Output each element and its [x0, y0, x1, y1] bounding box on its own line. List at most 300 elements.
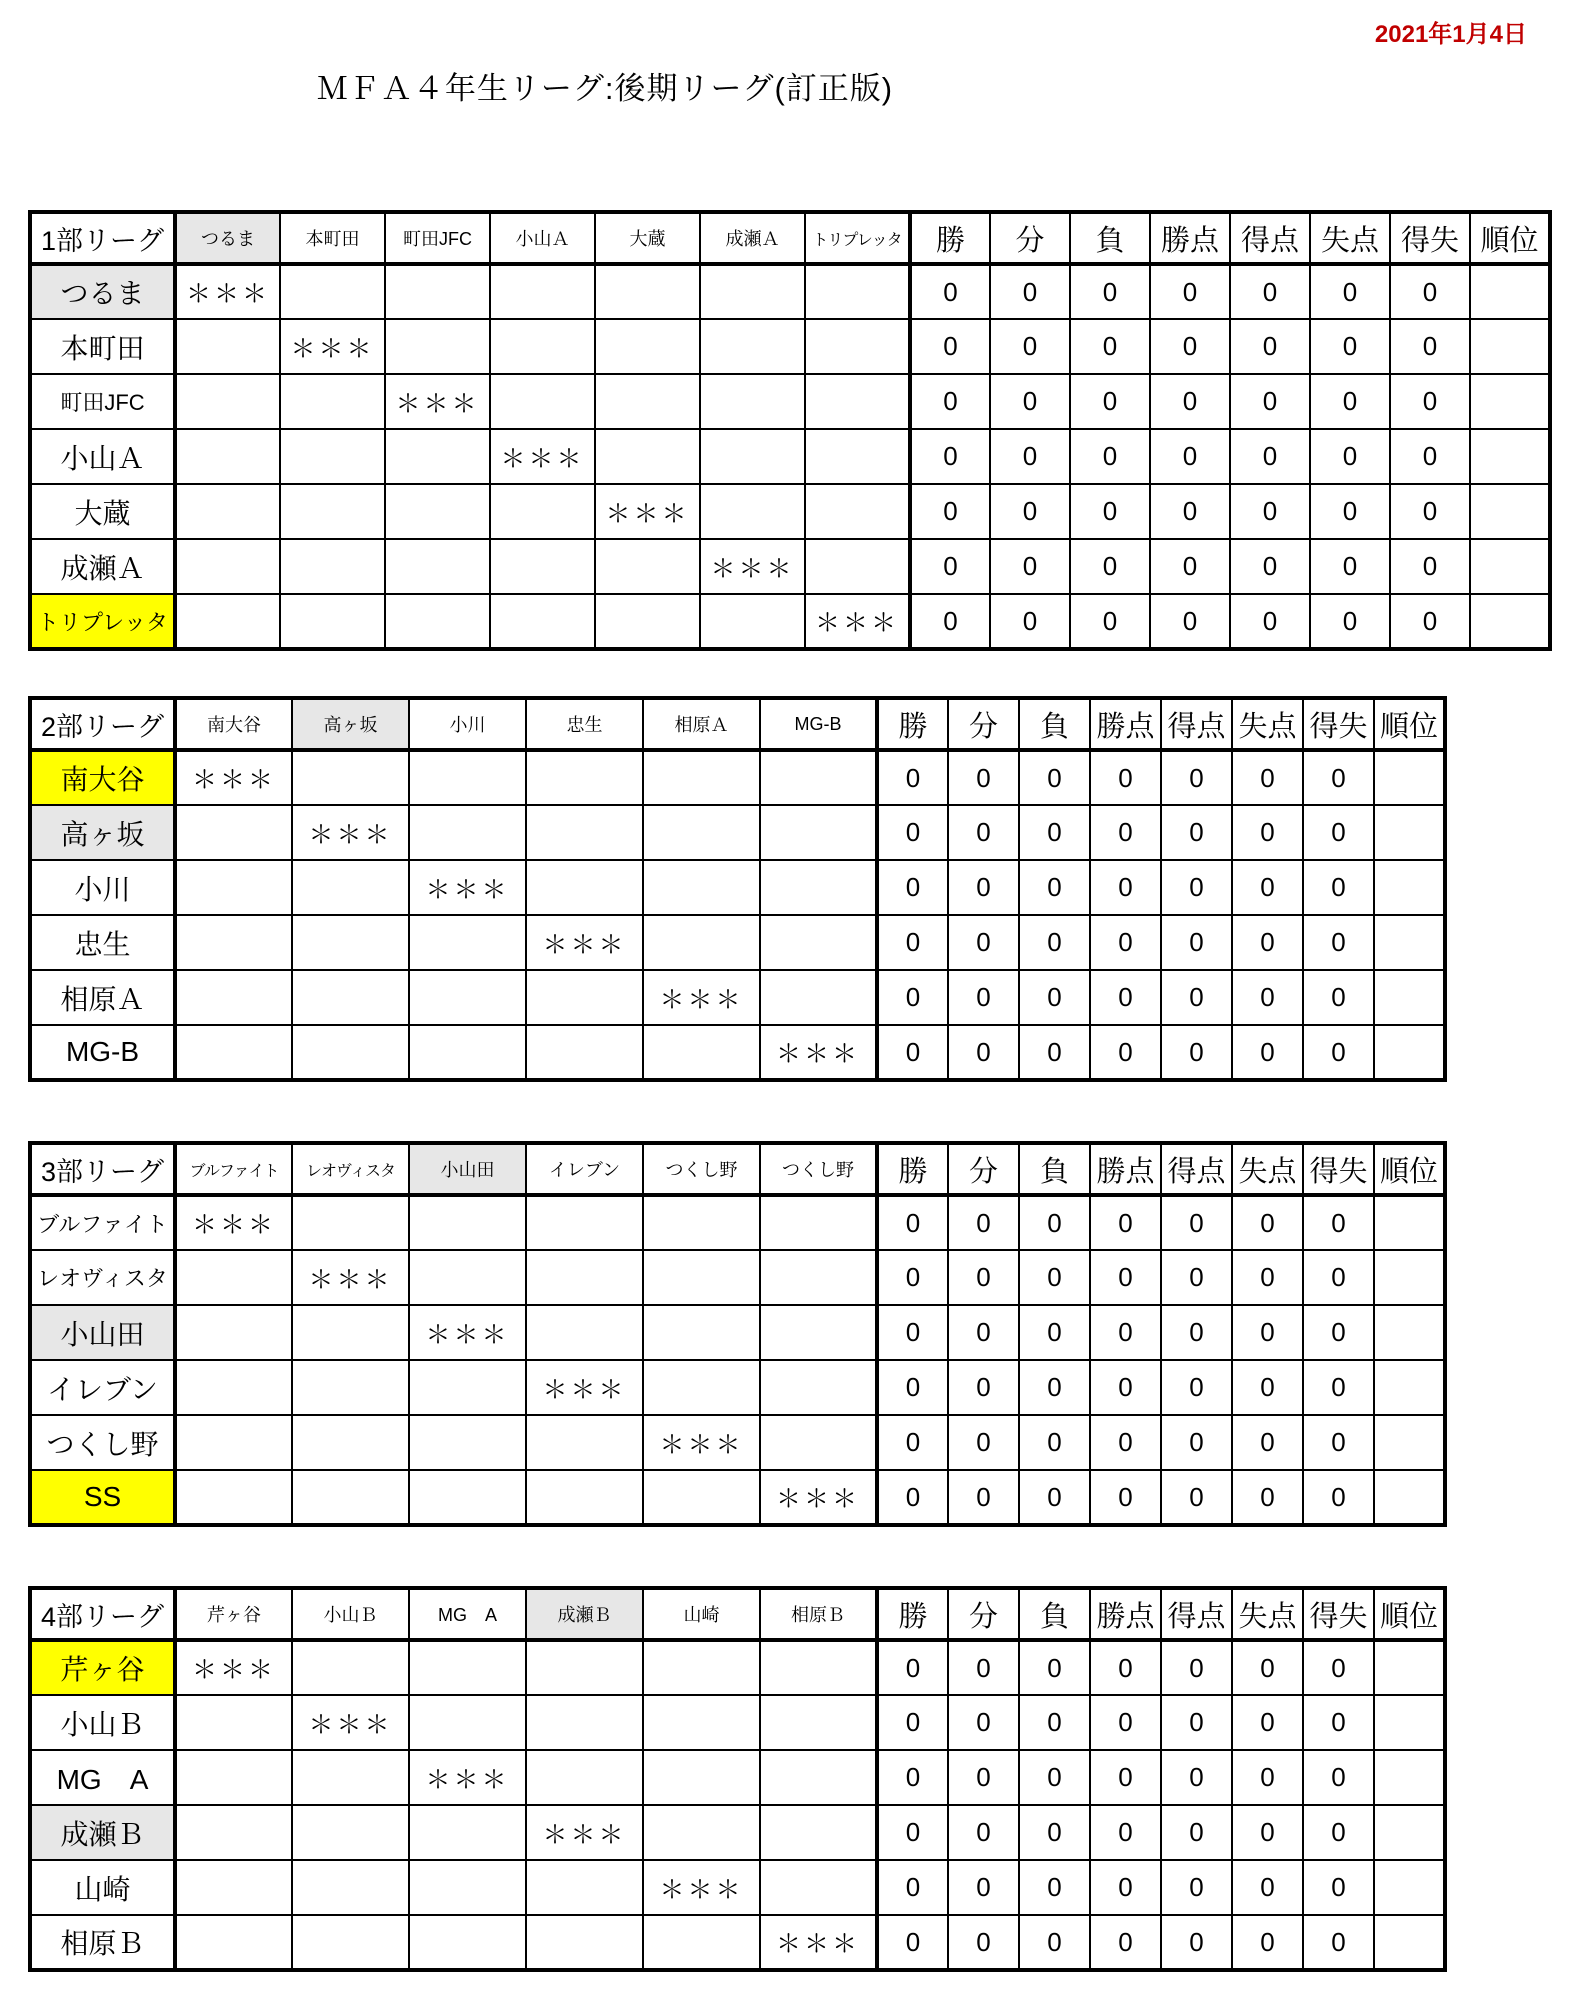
stat-cell: 0 [1232, 805, 1303, 860]
match-cell [292, 1025, 409, 1080]
team-name-cell: 高ヶ坂 [30, 805, 175, 860]
diagonal-cell: ＊＊＊ [409, 1750, 526, 1805]
match-cell [643, 915, 760, 970]
stat-cell: 0 [1303, 1195, 1374, 1250]
stat-cell: 0 [990, 594, 1070, 649]
table-row [30, 1025, 1445, 1080]
stat-cell: 0 [1230, 539, 1310, 594]
stat-cell: 0 [1090, 970, 1161, 1025]
stat-cell: 0 [1070, 374, 1150, 429]
stat-cell: 0 [1230, 429, 1310, 484]
match-cell [760, 1860, 877, 1915]
stat-cell: 0 [1303, 1360, 1374, 1415]
column-header-cell: 成瀬Ｂ [526, 1588, 643, 1640]
match-cell [526, 1695, 643, 1750]
diagonal-cell: ＊＊＊ [175, 1195, 292, 1250]
column-header-cell: 山崎 [643, 1588, 760, 1640]
stat-cell: 0 [1090, 750, 1161, 805]
stat-cell: 0 [1303, 1860, 1374, 1915]
match-cell [526, 1250, 643, 1305]
stat-cell: 0 [1090, 1915, 1161, 1970]
match-cell [760, 1250, 877, 1305]
stat-cell: 0 [1303, 915, 1374, 970]
match-cell [643, 805, 760, 860]
team-name-cell: MG A [30, 1750, 175, 1805]
table-row [30, 1305, 1445, 1360]
stat-cell: 0 [1150, 429, 1230, 484]
match-cell [760, 1360, 877, 1415]
rank-cell [1374, 1250, 1445, 1305]
stat-cell: 0 [948, 1640, 1019, 1695]
match-cell [175, 1360, 292, 1415]
match-cell [292, 1195, 409, 1250]
match-cell [526, 1640, 643, 1695]
team-name-cell: トリプレッタ [30, 594, 175, 649]
column-header-cell: 小山Ｂ [292, 1588, 409, 1640]
match-cell [175, 319, 280, 374]
stat-header-cell: 得失 [1303, 698, 1374, 750]
column-header-cell: つるま [175, 212, 280, 264]
document-title: ＭＦＡ４年生リーグ:後期リーグ(訂正版) [316, 71, 894, 106]
match-cell [643, 1640, 760, 1695]
match-cell [595, 319, 700, 374]
match-cell [526, 1915, 643, 1970]
diagonal-cell: ＊＊＊ [805, 594, 910, 649]
stat-cell: 0 [1232, 1640, 1303, 1695]
stat-cell: 0 [910, 484, 990, 539]
match-cell [643, 860, 760, 915]
league-name-cell: 1部リーグ [30, 212, 175, 264]
stat-cell: 0 [1161, 1470, 1232, 1525]
table-row [30, 484, 1550, 539]
match-cell [175, 539, 280, 594]
column-header-cell: 小川 [409, 698, 526, 750]
team-name-cell: SS [30, 1470, 175, 1525]
stat-cell: 0 [948, 750, 1019, 805]
match-cell [175, 429, 280, 484]
stat-cell: 0 [948, 1025, 1019, 1080]
stat-cell: 0 [1232, 1305, 1303, 1360]
table-row [30, 1750, 1445, 1805]
stat-cell: 0 [948, 1360, 1019, 1415]
match-cell [409, 1695, 526, 1750]
match-cell [175, 915, 292, 970]
stat-cell: 0 [948, 915, 1019, 970]
stat-cell: 0 [1161, 1250, 1232, 1305]
match-cell [409, 970, 526, 1025]
match-cell [526, 1470, 643, 1525]
match-cell [409, 1025, 526, 1080]
rank-cell [1374, 1640, 1445, 1695]
match-cell [175, 1695, 292, 1750]
team-name-cell: 成瀬Ｂ [30, 1805, 175, 1860]
stat-cell: 0 [910, 319, 990, 374]
match-cell [292, 860, 409, 915]
diagonal-cell: ＊＊＊ [760, 1025, 877, 1080]
match-cell [643, 1025, 760, 1080]
column-header-cell: トリプレッタ [805, 212, 910, 264]
document-date: 2021年1月4日 [1374, 21, 1527, 48]
match-cell [409, 1860, 526, 1915]
diagonal-cell: ＊＊＊ [175, 750, 292, 805]
stat-header-cell: 勝 [910, 212, 990, 264]
stat-cell: 0 [1303, 1470, 1374, 1525]
stat-cell: 0 [1390, 484, 1470, 539]
stat-cell: 0 [1161, 1695, 1232, 1750]
stat-cell: 0 [1150, 594, 1230, 649]
match-cell [292, 1805, 409, 1860]
team-name-cell: つくし野 [30, 1415, 175, 1470]
stat-cell: 0 [877, 1415, 948, 1470]
stat-cell: 0 [1161, 750, 1232, 805]
rank-cell [1470, 319, 1550, 374]
stat-header-cell: 得失 [1303, 1588, 1374, 1640]
diagonal-cell: ＊＊＊ [643, 970, 760, 1025]
stat-cell: 0 [1232, 860, 1303, 915]
stat-cell: 0 [877, 1805, 948, 1860]
match-cell [409, 1360, 526, 1415]
stat-cell: 0 [1303, 750, 1374, 805]
stat-header-cell: 勝点 [1090, 1143, 1161, 1195]
stat-cell: 0 [1070, 594, 1150, 649]
stat-cell: 0 [877, 1250, 948, 1305]
stat-cell: 0 [1019, 1695, 1090, 1750]
stat-cell: 0 [877, 970, 948, 1025]
match-cell [643, 1695, 760, 1750]
stat-cell: 0 [1232, 970, 1303, 1025]
stat-cell: 0 [1161, 1750, 1232, 1805]
column-header-cell: 本町田 [280, 212, 385, 264]
match-cell [526, 1025, 643, 1080]
stat-cell: 0 [1090, 1470, 1161, 1525]
stat-cell: 0 [1150, 484, 1230, 539]
stat-cell: 0 [1232, 1250, 1303, 1305]
match-cell [760, 750, 877, 805]
diagonal-cell: ＊＊＊ [700, 539, 805, 594]
stat-cell: 0 [1070, 264, 1150, 319]
stat-cell: 0 [1232, 1025, 1303, 1080]
stat-cell: 0 [1310, 539, 1390, 594]
stat-cell: 0 [948, 1470, 1019, 1525]
match-cell [292, 1860, 409, 1915]
match-cell [526, 1415, 643, 1470]
stat-header-cell: 勝点 [1090, 698, 1161, 750]
match-cell [292, 1305, 409, 1360]
match-cell [643, 1805, 760, 1860]
diagonal-cell: ＊＊＊ [526, 1360, 643, 1415]
team-name-cell: MG-B [30, 1025, 175, 1080]
table-row [30, 805, 1445, 860]
stat-cell: 0 [1019, 1305, 1090, 1360]
stat-header-cell: 勝点 [1150, 212, 1230, 264]
stat-cell: 0 [877, 805, 948, 860]
diagonal-cell: ＊＊＊ [643, 1415, 760, 1470]
rank-cell [1374, 1915, 1445, 1970]
stat-cell: 0 [1150, 539, 1230, 594]
stat-cell: 0 [877, 1470, 948, 1525]
table-row [30, 1640, 1445, 1695]
stat-cell: 0 [1019, 970, 1090, 1025]
stat-cell: 0 [1303, 1750, 1374, 1805]
stat-header-cell: 負 [1019, 1588, 1090, 1640]
diagonal-cell: ＊＊＊ [760, 1915, 877, 1970]
table-row [30, 970, 1445, 1025]
column-header-cell: 成瀬Ａ [700, 212, 805, 264]
stat-cell: 0 [1019, 750, 1090, 805]
stat-cell: 0 [948, 1415, 1019, 1470]
diagonal-cell: ＊＊＊ [292, 805, 409, 860]
match-cell [643, 1750, 760, 1805]
match-cell [490, 264, 595, 319]
stat-cell: 0 [948, 1915, 1019, 1970]
stat-cell: 0 [1390, 374, 1470, 429]
stat-cell: 0 [1232, 1470, 1303, 1525]
match-cell [643, 1470, 760, 1525]
match-cell [760, 805, 877, 860]
stat-header-cell: 分 [948, 1143, 1019, 1195]
stat-cell: 0 [1019, 1640, 1090, 1695]
stat-cell: 0 [1090, 1360, 1161, 1415]
table-row [30, 1360, 1445, 1415]
rank-cell [1470, 539, 1550, 594]
match-cell [805, 539, 910, 594]
stat-cell: 0 [877, 1360, 948, 1415]
stat-cell: 0 [1070, 429, 1150, 484]
match-cell [700, 374, 805, 429]
stat-cell: 0 [1390, 264, 1470, 319]
stat-cell: 0 [948, 1860, 1019, 1915]
match-cell [280, 484, 385, 539]
rank-cell [1374, 860, 1445, 915]
stat-cell: 0 [948, 1750, 1019, 1805]
match-cell [280, 264, 385, 319]
match-cell [700, 264, 805, 319]
stat-cell: 0 [877, 1750, 948, 1805]
stat-cell: 0 [910, 539, 990, 594]
match-cell [292, 1360, 409, 1415]
match-cell [526, 1195, 643, 1250]
match-cell [595, 429, 700, 484]
match-cell [700, 429, 805, 484]
team-name-cell: イレブン [30, 1360, 175, 1415]
match-cell [175, 594, 280, 649]
match-cell [409, 1250, 526, 1305]
stat-cell: 0 [1232, 1805, 1303, 1860]
diagonal-cell: ＊＊＊ [595, 484, 700, 539]
stat-cell: 0 [1150, 374, 1230, 429]
stat-cell: 0 [1090, 1750, 1161, 1805]
stat-cell: 0 [877, 1915, 948, 1970]
match-cell [760, 970, 877, 1025]
column-header-cell: 相原Ａ [643, 698, 760, 750]
match-cell [175, 1250, 292, 1305]
stat-cell: 0 [1230, 484, 1310, 539]
match-cell [760, 1640, 877, 1695]
stat-cell: 0 [1230, 264, 1310, 319]
match-cell [292, 1915, 409, 1970]
column-header-cell: MG-B [760, 698, 877, 750]
stat-cell: 0 [990, 374, 1070, 429]
stat-cell: 0 [1019, 1195, 1090, 1250]
league-name-cell: 2部リーグ [30, 698, 175, 750]
diagonal-cell: ＊＊＊ [385, 374, 490, 429]
match-cell [700, 484, 805, 539]
stat-cell: 0 [1232, 1750, 1303, 1805]
stat-cell: 0 [1090, 860, 1161, 915]
match-cell [280, 374, 385, 429]
match-cell [700, 319, 805, 374]
column-header-cell: 大蔵 [595, 212, 700, 264]
match-cell [760, 1305, 877, 1360]
stat-cell: 0 [1310, 264, 1390, 319]
stat-cell: 0 [1019, 860, 1090, 915]
match-cell [280, 429, 385, 484]
stat-cell: 0 [1019, 1915, 1090, 1970]
match-cell [760, 1195, 877, 1250]
stat-cell: 0 [877, 1305, 948, 1360]
league-table-1 [28, 210, 1552, 651]
match-cell [292, 970, 409, 1025]
stat-cell: 0 [1310, 319, 1390, 374]
stat-cell: 0 [1303, 1640, 1374, 1695]
stat-header-cell: 得点 [1161, 1143, 1232, 1195]
match-cell [805, 264, 910, 319]
stat-header-cell: 得失 [1303, 1143, 1374, 1195]
league-table-2 [28, 696, 1447, 1082]
table-row [30, 1860, 1445, 1915]
rank-cell [1470, 429, 1550, 484]
stat-header-cell: 順位 [1470, 212, 1550, 264]
team-name-cell: 小山Ｂ [30, 1695, 175, 1750]
rank-cell [1374, 805, 1445, 860]
stat-cell: 0 [948, 1250, 1019, 1305]
column-header-cell: 芹ヶ谷 [175, 1588, 292, 1640]
match-cell [409, 1470, 526, 1525]
match-cell [805, 484, 910, 539]
table-row [30, 1250, 1445, 1305]
stat-cell: 0 [1303, 1805, 1374, 1860]
match-cell [760, 1805, 877, 1860]
stat-cell: 0 [1303, 805, 1374, 860]
stat-cell: 0 [1303, 1305, 1374, 1360]
match-cell [175, 1305, 292, 1360]
team-name-cell: 山崎 [30, 1860, 175, 1915]
match-cell [280, 539, 385, 594]
stat-header-cell: 勝点 [1090, 1588, 1161, 1640]
stat-header-cell: 負 [1019, 1143, 1090, 1195]
stat-header-cell: 分 [948, 1588, 1019, 1640]
column-header-cell: 高ヶ坂 [292, 698, 409, 750]
stat-header-cell: 失点 [1232, 1143, 1303, 1195]
rank-cell [1374, 1750, 1445, 1805]
stat-header-cell: 得点 [1161, 698, 1232, 750]
stat-cell: 0 [877, 1640, 948, 1695]
stat-cell: 0 [1161, 1415, 1232, 1470]
team-name-cell: 忠生 [30, 915, 175, 970]
diagonal-cell: ＊＊＊ [175, 264, 280, 319]
match-cell [805, 319, 910, 374]
match-cell [643, 1915, 760, 1970]
match-cell [526, 1750, 643, 1805]
league-table-3 [28, 1141, 1447, 1527]
stat-cell: 0 [948, 1805, 1019, 1860]
rank-cell [1470, 374, 1550, 429]
stat-header-cell: 順位 [1374, 698, 1445, 750]
match-cell [409, 1915, 526, 1970]
stat-cell: 0 [1232, 1415, 1303, 1470]
stat-cell: 0 [1232, 1860, 1303, 1915]
team-name-cell: 芹ヶ谷 [30, 1640, 175, 1695]
match-cell [175, 484, 280, 539]
team-name-cell: 成瀬Ａ [30, 539, 175, 594]
stat-header-cell: 失点 [1232, 1588, 1303, 1640]
rank-cell [1470, 594, 1550, 649]
rank-cell [1374, 1860, 1445, 1915]
stat-cell: 0 [910, 429, 990, 484]
match-cell [526, 1305, 643, 1360]
rank-cell [1374, 1695, 1445, 1750]
stat-cell: 0 [1303, 860, 1374, 915]
diagonal-cell: ＊＊＊ [643, 1860, 760, 1915]
league-name-cell: 4部リーグ [30, 1588, 175, 1640]
league-table-4 [28, 1586, 1447, 1972]
stat-cell: 0 [1161, 1360, 1232, 1415]
team-name-cell: レオヴィスタ [30, 1250, 175, 1305]
match-cell [385, 594, 490, 649]
stat-cell: 0 [1019, 1415, 1090, 1470]
match-cell [175, 1750, 292, 1805]
match-cell [526, 1860, 643, 1915]
column-header-cell: イレブン [526, 1143, 643, 1195]
team-name-cell: 相原Ｂ [30, 1915, 175, 1970]
match-cell [643, 1360, 760, 1415]
stat-cell: 0 [1090, 915, 1161, 970]
stat-cell: 0 [948, 970, 1019, 1025]
table-row [30, 319, 1550, 374]
column-header-cell: 相原Ｂ [760, 1588, 877, 1640]
match-cell [175, 970, 292, 1025]
match-cell [805, 429, 910, 484]
stat-cell: 0 [1230, 319, 1310, 374]
stat-cell: 0 [1070, 319, 1150, 374]
stat-cell: 0 [877, 1025, 948, 1080]
diagonal-cell: ＊＊＊ [409, 860, 526, 915]
stat-header-cell: 得点 [1230, 212, 1310, 264]
match-cell [490, 594, 595, 649]
column-header-cell: 南大谷 [175, 698, 292, 750]
rank-cell [1374, 1415, 1445, 1470]
stat-cell: 0 [990, 319, 1070, 374]
match-cell [490, 319, 595, 374]
match-cell [409, 1195, 526, 1250]
match-cell [409, 915, 526, 970]
stat-cell: 0 [1303, 1250, 1374, 1305]
stat-cell: 0 [1390, 429, 1470, 484]
table-row [30, 594, 1550, 649]
stat-cell: 0 [1232, 915, 1303, 970]
column-header-cell: つくし野 [643, 1143, 760, 1195]
team-name-cell: 相原Ａ [30, 970, 175, 1025]
league-name-cell: 3部リーグ [30, 1143, 175, 1195]
match-cell [292, 750, 409, 805]
stat-cell: 0 [1161, 1915, 1232, 1970]
stat-cell: 0 [1019, 1750, 1090, 1805]
stat-cell: 0 [1232, 1195, 1303, 1250]
match-cell [292, 915, 409, 970]
table-row [30, 1915, 1445, 1970]
diagonal-cell: ＊＊＊ [175, 1640, 292, 1695]
match-cell [385, 319, 490, 374]
